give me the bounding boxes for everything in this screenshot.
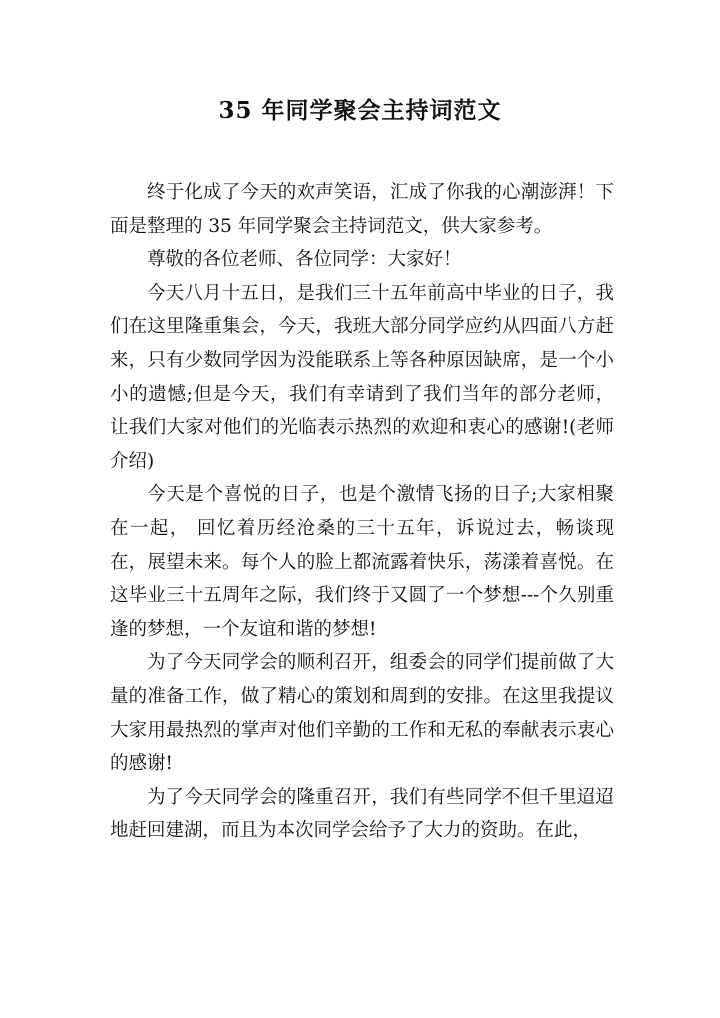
paragraph-thanks-committee: 为了今天同学会的顺利召开，组委会的同学们提前做了大量的准备工作，做了精心的策划和周到的安排。在这里我提议大家用最热烈的掌声对他们辛勤的工作和无私的奉献表示衷心的感谢!	[110, 652, 614, 775]
paragraph-thanks-sponsors: 为了今天同学会的隆重召开，我们有些同学不但千里迢迢地赶回建湖，而且为本次同学会给予了大力的资助。在此，	[110, 786, 614, 842]
paragraph-opening: 今天八月十五日，是我们三十五年前高中毕业的日子，我们在这里隆重集会，今天，我班大部分同学应约从四面八方赶来，只有少数同学因为没能联系上等各种原因缺席，是一个小小的遗憾;但是今天，我们有幸请到了我们当年的部分老师，让我们大家对他们的光临表示热烈的欢迎和衷心的感谢!(老师介绍)	[110, 282, 614, 472]
paragraph-joyful-day: 今天是个喜悦的日子，也是个激情飞扬的日子;大家相聚在一起， 回忆着历经沧桑的三十五年，诉说过去，畅谈现在，展望未来。每个人的脸上都流露着快乐，荡漾着喜悦。在这毕业三十五周年之际，我们终于又圆了一个梦想---个久别重逢的梦想，一个友谊和谐的梦想!	[110, 484, 614, 640]
document-title: 35 年同学聚会主持词范文	[218, 97, 502, 124]
paragraph-intro: 终于化成了今天的欢声笑语，汇成了你我的心潮澎湃！下面是整理的 35 年同学聚会主持词范文，供大家参考。	[110, 182, 614, 237]
paragraph-greeting: 尊敬的各位老师、各位同学：大家好！	[147, 249, 462, 271]
document-body	[110, 176, 614, 848]
